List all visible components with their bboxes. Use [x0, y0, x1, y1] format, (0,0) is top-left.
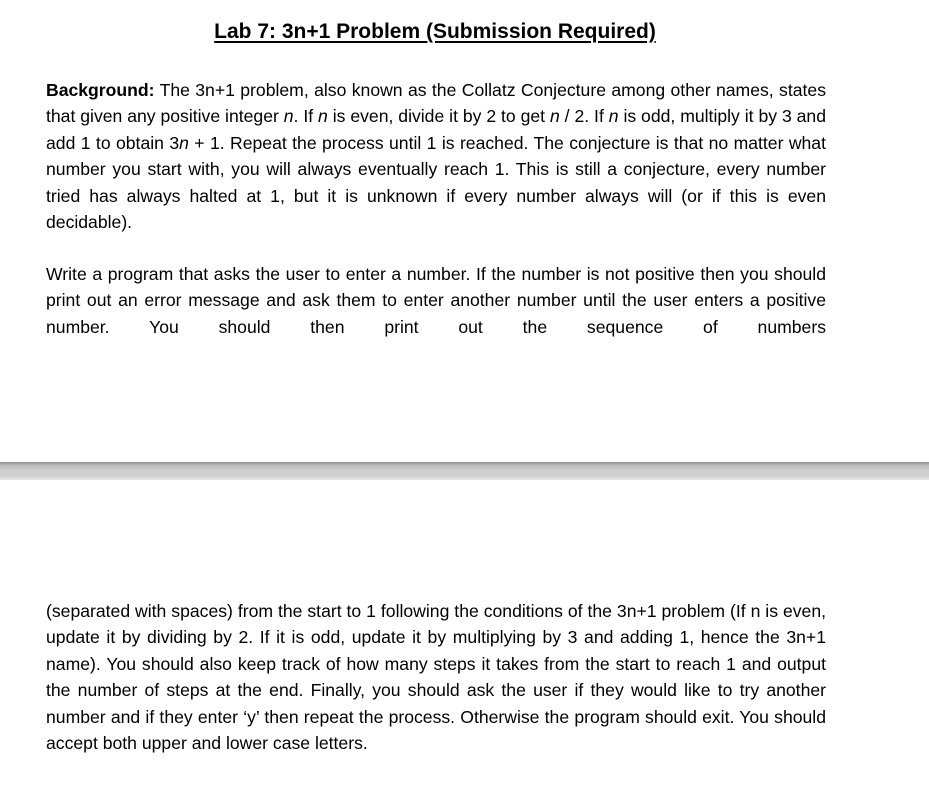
- background-text-4: / 2. If: [559, 106, 609, 127]
- background-text-3: is even, divide it by 2 to get: [327, 106, 550, 127]
- background-text-5: is odd, multiply it by 3 and add 1 to obtain 3: [46, 106, 826, 153]
- background-heading: Background:: [46, 80, 155, 100]
- instructions-paragraph: Write a program that asks the user to enter a number. If the number is not positive then you should print out an error message and ask them to enter another number until the user enters a positive number. You should then print out the sequence of numbers: [46, 264, 826, 337]
- variable-n: n: [318, 106, 328, 127]
- page-break-divider: [0, 462, 929, 480]
- instructions-continued-paragraph: (separated with spaces) from the start to 1 following the conditions of the 3n+1 problem (If n is even, update it by dividing by 2. If it is odd, update it by multiplying by 3 and adding 1, hence the 3n+1 name). You should also keep track of how many steps it takes from the start to reach 1 and output the number of steps at the end. Finally, you should ask the user if they would like to try another number and if they enter ‘y’ then repeat the process. Otherwise the program should exit. You should accept both upper and lower case letters.: [46, 601, 826, 754]
- variable-n: n: [608, 106, 619, 127]
- document-title: Lab 7: 3n+1 Problem (Submission Required): [214, 20, 656, 43]
- background-text-2: . If: [293, 106, 319, 127]
- background-paragraph: [46, 77, 826, 235]
- variable-n: n: [283, 106, 294, 127]
- variable-n: n: [179, 132, 189, 153]
- variable-n: n: [549, 106, 560, 127]
- background-text-1: The 3n+1 problem, also known as the Collatz Conjecture among other names, states that given any positive integer: [46, 80, 826, 127]
- background-text-6: + 1. Repeat the process until 1 is reached. The conjecture is that no matter what number you start with, you will always eventually reach 1. This is still a conjecture, every number tried has always halted at 1, but it is unknown if every number always will (or if this is even decidable).: [46, 132, 826, 233]
